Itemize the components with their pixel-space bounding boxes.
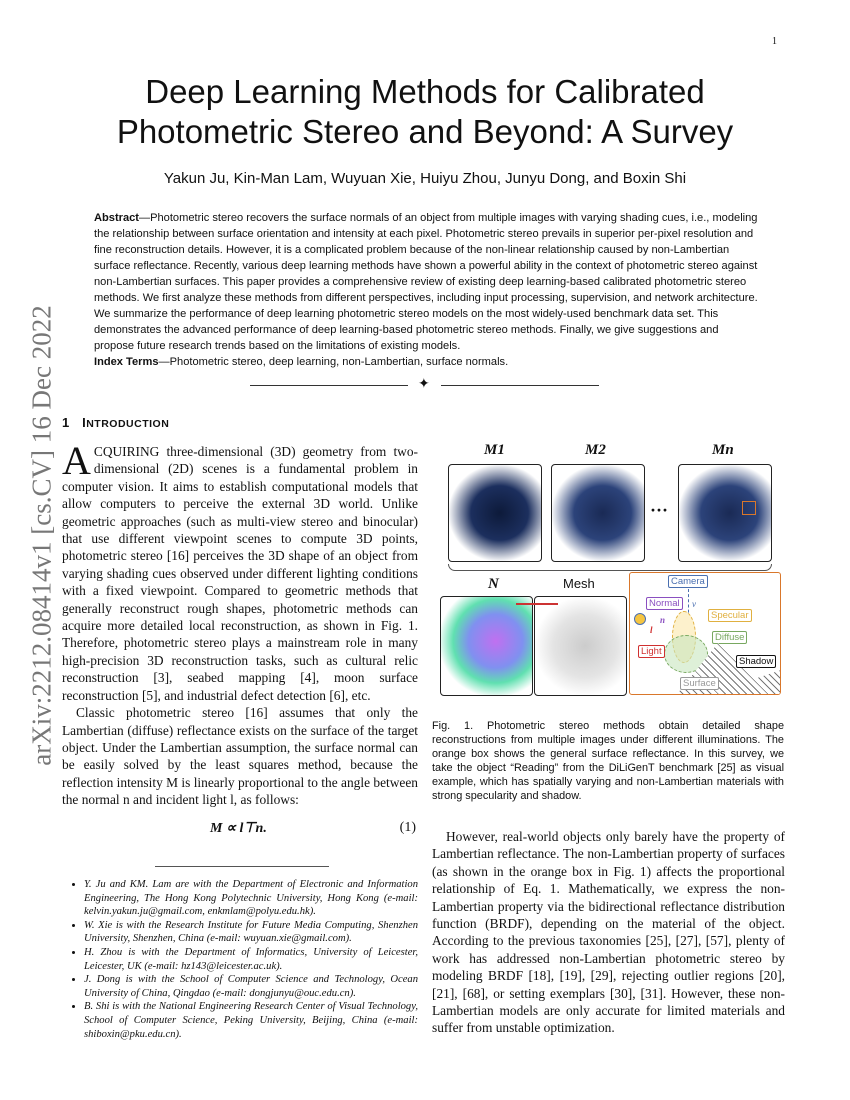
title-line-2: Photometric Stereo and Beyond: A Survey — [116, 113, 734, 150]
diffuse-label: Diffuse — [712, 631, 747, 644]
l-label: l — [650, 625, 653, 635]
intro-paragraph-1: CQUIRING three-dimensional (3D) geometry from two-dimensional (2D) scenes is a fundamental problem in computer vision. It aims to establish computational models that allow computers to perceive the external 3D world. Unlike geometric approaches (such as multi-view stereo and binocular) that use different viewpoint scenes to compute 3D points, photometric stereo [16] perceives the 3D shape of an object from varying shading cues observed under different lighting conditions with a fixed viewpoint. Compared to geometric methods that generally reconstruct rough shapes, photometric methods can acquire more detailed local reconstruction, as shown in Fig. 1. Therefore, photometric stereo plays a mainstream role in many high-precision 3D reconstruction tasks, such as cultural relic reconstruction [3], seabed mapping [4], moon surface reconstruction [5], and industrial defect detection [6], etc. — [62, 444, 418, 703]
specular-label: Specular — [708, 609, 752, 622]
brace — [448, 564, 772, 571]
section-heading — [62, 415, 169, 430]
input-image-n — [678, 464, 772, 562]
label-mn: Mn — [712, 442, 734, 458]
equation-number: (1) — [399, 820, 416, 835]
label-mesh: Mesh — [563, 576, 595, 591]
section-number: 1 — [62, 415, 70, 430]
ellipsis: ··· — [650, 500, 669, 520]
equation-body: M ∝ l⊤n. — [210, 821, 267, 836]
footnote-item: • H. Zhou is with the Department of Informatics, University of Leicester, Leicester, UK (e-mail: hz143@leicester.ac.uk). — [84, 946, 418, 973]
label-m2: M2 — [585, 442, 606, 458]
shadow-label: Shadow — [736, 655, 776, 668]
divider-glyph: ✦ — [418, 377, 430, 392]
input-image-1 — [448, 464, 542, 562]
authors: Yakun Ju, Kin-Man Lam, Wuyuan Xie, Huiyu Zhou, Junyu Dong, and Boxin Shi — [163, 170, 687, 187]
index-label: Index Terms — [94, 356, 159, 368]
input-image-2 — [551, 464, 645, 562]
abstract-label: Abstract — [94, 212, 140, 224]
divider-right — [441, 385, 599, 386]
footnote-item: • J. Dong is with the School of Computer Science and Technology, Ocean University of China, Qingdao (e-mail: dongjunyu@ouc.edu.cn). — [84, 973, 418, 1000]
abstract — [94, 210, 760, 354]
arxiv-stamp: arXiv:2212.08414v1 [cs.CV] 16 Dec 2022 — [26, 305, 57, 766]
index-text: —Photometric stereo, deep learning, non-Lambertian, surface normals. — [158, 356, 509, 368]
orange-highlight — [742, 501, 756, 515]
index-terms — [94, 356, 760, 368]
reflectance-diagram — [629, 572, 781, 695]
section-title-rest: NTRODUCTION — [86, 418, 170, 430]
surface-label: Surface — [680, 677, 719, 690]
left-column-body — [62, 438, 418, 809]
footnotes — [62, 878, 418, 1041]
red-arrow — [516, 603, 558, 605]
abstract-text: —Photometric stereo recovers the surface normals of an object from multiple images with varying shading cues, i.e., modeling the relationship between surface orientation and intensity at each pixel. Photometric stereo prevails in superior per-pixel resolution and fine reconstruction details. However, it is a complicated problem because of the non-linear relationship caused by non-Lambertian surface reflectance. Recently, various deep learning methods have shown a powerful ability in the context of photometric stereo against non-Lambertian surfaces. This paper provides a comprehensive review of existing deep learning-based calibrated photometric stereo methods. We first analyze these methods from different perspectives, including input processing, supervision, and network architecture. We summarize the performance of deep learning photometric stereo models on the most widely-used benchmark data set. This demonstrates the advanced performance of deep learning-based photometric stereo methods. Finally, we give suggestions and propose future research trends based on the limitations of existing models. — [94, 212, 758, 352]
intro-paragraph-2: Classic photometric stereo [16] assumes that only the Lambertian (diffuse) reflectance exists on the surface of the target object. Under the Lambertian assumption, the surface normal can be easily solved by the least squares method, because the reflection intensity M is linearly proportional to the angle between the normal n and incident light l, as follows: — [62, 705, 418, 808]
figure-1 — [432, 442, 784, 698]
mesh-image — [534, 596, 627, 696]
label-n: N — [488, 576, 499, 592]
right-paragraph-1: However, real-world objects only barely have the property of Lambertian reflectance. The non-Lambertian property of surfaces (as shown in the orange box in Fig. 1) affects the proportional relationship of Eq. 1. Mathematically, we express the non-Lambertian property via the bidirectional reflectance distribution function (BRDF), depending on the material of the object. According to the previous taxonomies [25], [27], [57], plenty of work has addressed non-Lambertian photometric stereo by modeling BRDF [18], [19], [29], rejecting outlier regions [20], [21], [68], or setting exemplars [30], [31]. However, these non-Lambertian models are only accurate for limited materials and suffer from unstable optimization. — [432, 829, 785, 1036]
footnote-item: • B. Shi is with the National Engineering Research Center of Visual Technology, School of Computer Science, Peking University, Beijing, China (e-mail: shiboxin@pku.edu.cn). — [84, 1000, 418, 1041]
n-label: n — [660, 615, 666, 625]
normal-label: Normal — [646, 597, 683, 610]
divider-left — [250, 385, 408, 386]
title-line-1: Deep Learning Methods for Calibrated — [145, 73, 705, 110]
footnote-rule — [155, 866, 329, 867]
footnote-item: • W. Xie is with the Research Institute for Future Media Computing, Shenzhen University, Shenzhen, China (e-mail: wuyuan.xie@gmail.com). — [84, 919, 418, 946]
right-column-body — [432, 828, 785, 1037]
camera-label: Camera — [668, 575, 708, 588]
v-label: v — [692, 599, 696, 609]
figure-caption: Fig. 1. Photometric stereo methods obtain detailed shape reconstructions from multiple images under different illuminations. The orange box shows the general surface reflectance. In this survey, we take the object “Reading” from the DiLiGenT benchmark [25] as visual example, which has spatially varying and non-Lambertian materials with strong specularity and shadow. — [432, 720, 784, 802]
label-m1: M1 — [484, 442, 505, 458]
footnote-item: • Y. Ju and KM. Lam are with the Department of Electronic and Information Engineering, The Hong Kong Polytechnic University, Hong Kong (e-mail: kelvin.yakun.ju@gmail.com, enkmlam@polyu.edu.hk). — [84, 878, 418, 919]
light-bulb-icon — [634, 613, 646, 625]
section-title-initial: I — [82, 415, 87, 430]
paper-title — [0, 72, 850, 152]
light-label: Light — [638, 645, 665, 658]
normal-map-image — [440, 596, 533, 696]
page-number: 1 — [772, 36, 777, 47]
drop-cap: A — [62, 438, 91, 483]
